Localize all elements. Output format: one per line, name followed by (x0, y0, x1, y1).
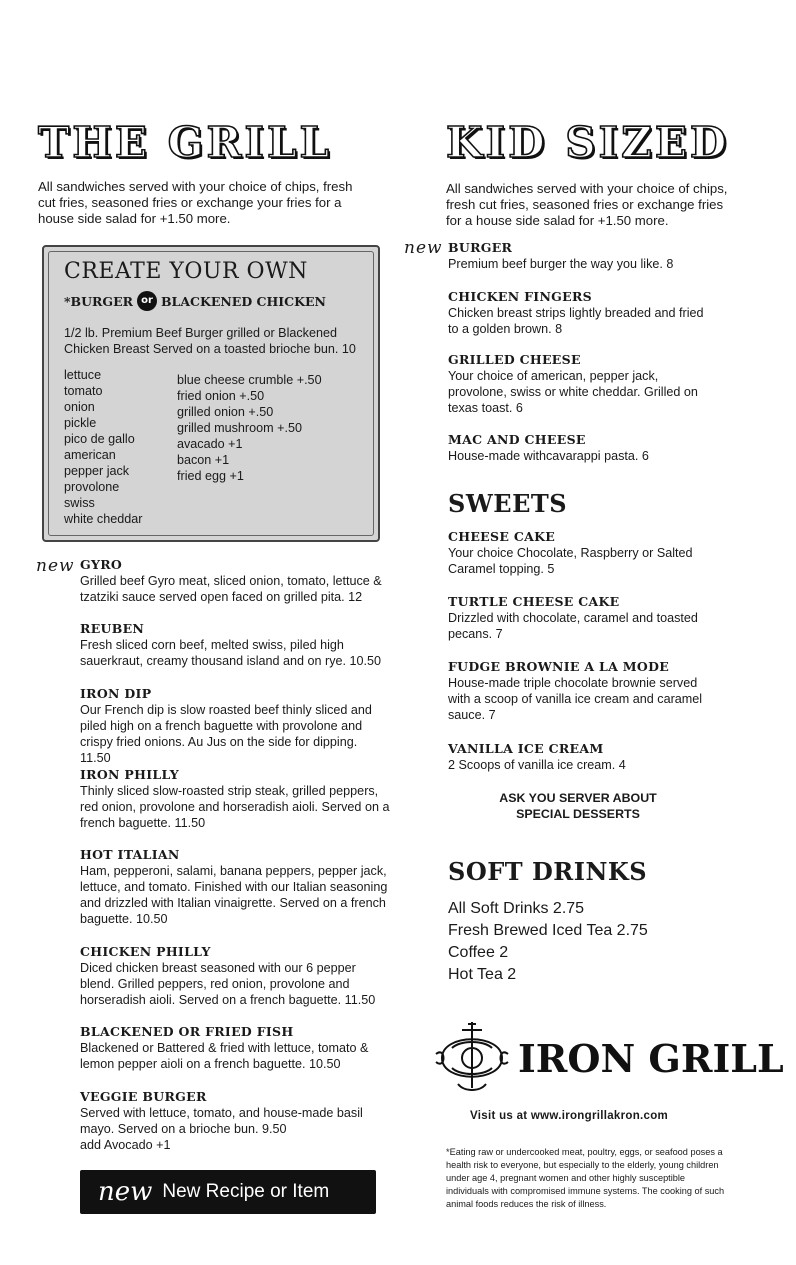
ornament-icon (432, 1018, 784, 1094)
item-description: Drizzled with chocolate, caramel and toasted pecans. 7 (448, 611, 698, 641)
sweet-item-turtle-cheese-cake (448, 594, 723, 642)
menu-item-reuben (80, 621, 390, 669)
extra-topping: bacon +1 (177, 453, 230, 467)
item-description: Fresh sliced corn beef, melted swiss, piled high sauerkraut, creamy thousand island and on rye. 10.50 (80, 638, 382, 668)
new-tag: new (404, 238, 443, 258)
item-description: Premium beef burger the way you like. 8 (448, 257, 674, 271)
kids-title: KID SIZED (446, 118, 730, 167)
item-name: CHICKEN FINGERS (448, 289, 592, 304)
free-toppings-list (64, 367, 142, 527)
menu-item-fish (80, 1024, 390, 1072)
cyo-title: CREATE YOUR OWN (64, 259, 308, 284)
drink-item: Hot Tea 2 (448, 966, 517, 983)
extra-toppings-list (177, 372, 322, 484)
item-name: BLACKENED OR FRIED FISH (80, 1024, 294, 1039)
drink-item: Coffee 2 (448, 944, 509, 961)
create-your-own-box (42, 245, 380, 542)
kids-header (446, 118, 796, 229)
topping: lettuce (64, 368, 102, 382)
cyo-sub-burger: *BURGER (64, 293, 133, 309)
item-name: REUBEN (80, 621, 145, 636)
item-name: GYRO (80, 557, 123, 572)
topping: provolone (64, 480, 120, 494)
sweet-item-cheese-cake (448, 529, 723, 577)
item-description: Thinly sliced slow-roasted strip steak, grilled peppers, red onion, provolone and horseradish aioli. Served on a french baguette. 11.50 (80, 784, 390, 830)
special-desserts-note (448, 790, 708, 822)
item-description: Served with lettuce, tomato, and house-made basil mayo. Served on a brioche bun. 9.50 (80, 1106, 363, 1136)
extra-topping: grilled mushroom +.50 (177, 421, 302, 435)
menu-item-chicken-philly (80, 944, 390, 1008)
kids-item-burger (448, 240, 728, 272)
menu-item-veggie-burger (80, 1089, 390, 1153)
extra-topping: grilled onion +.50 (177, 405, 274, 419)
or-badge: or (137, 291, 157, 311)
extra-topping: fried onion +.50 (177, 389, 265, 403)
topping: swiss (64, 496, 95, 510)
topping: pepper jack (64, 464, 130, 478)
legend-text: New Recipe or Item (162, 1181, 330, 1202)
kids-item-mac-and-cheese (448, 432, 713, 464)
sweet-item-ice-cream (448, 741, 713, 773)
health-disclaimer: *Eating raw or undercooked meat, poultry, eggs, or seafood poses a health risk to everyone, but especially to the elderly, young children under age 4, pregnant women and other highly susceptible individuals with compromised immune systems. The cooking of such animal foods reduces the risk of illness. (446, 1147, 725, 1209)
special-line-2: SPECIAL DESSERTS (516, 807, 640, 821)
item-name: HOT ITALIAN (80, 847, 180, 862)
kids-intro: All sandwiches served with your choice of chips, fresh cut fries, seasoned fries or exchange fries for a house side salad for +1.50 more. (446, 181, 728, 228)
item-description: Your choice of american, pepper jack, provolone, swiss or white cheddar. Grilled on texas toast. 6 (448, 369, 698, 415)
extra-topping: fried egg +1 (177, 469, 244, 483)
drink-item: All Soft Drinks 2.75 (448, 900, 585, 917)
item-description: Our French dip is slow roasted beef thinly sliced and piled high on a french baguette with provolone and crispy fried onions. Au Jus on the side for dipping. 11.50 (80, 703, 372, 765)
logo-text: IRON GRILL (518, 1036, 784, 1081)
item-name: MAC AND CHEESE (448, 432, 586, 447)
cyo-description: 1/2 lb. Premium Beef Burger grilled or Blackened Chicken Breast Served on a toasted brioche bun. 10 (64, 326, 356, 356)
item-name: VANILLA ICE CREAM (448, 741, 604, 756)
menu-item-gyro (80, 557, 390, 605)
item-name: IRON DIP (80, 686, 152, 701)
item-description: House-made withcavarappi pasta. 6 (448, 449, 649, 463)
menu-item-iron-dip (80, 686, 390, 766)
menu-item-iron-philly (80, 767, 390, 831)
item-name: VEGGIE BURGER (80, 1089, 207, 1104)
item-description: Ham, pepperoni, salami, banana peppers, pepper jack, lettuce, and tomato. Finished with our Italian seasoning and drizzled with Italian vinaigrette. Served on a french baguette. 10.50 (80, 864, 388, 926)
item-description: House-made triple chocolate brownie served with a scoop of vanilla ice cream and caramel sauce. 7 (448, 676, 703, 722)
item-addon: add Avocado +1 (80, 1138, 171, 1152)
soft-drinks-title: SOFT DRINKS (448, 857, 648, 886)
topping: pickle (64, 416, 97, 430)
menu-item-hot-italian (80, 847, 390, 927)
item-description: Blackened or Battered & fried with lettuce, tomato & lemon pepper aioli on a french baguette. 10.50 (80, 1041, 369, 1071)
kids-item-chicken-fingers (448, 289, 713, 337)
grill-intro: All sandwiches served with your choice of chips, fresh cut fries, seasoned fries or exchange your fries for a house side salad for +1.50 more. (38, 179, 353, 226)
item-description: Grilled beef Gyro meat, sliced onion, tomato, lettuce & tzatziki sauce served open faced on grilled pita. 12 (80, 574, 382, 604)
topping: white cheddar (64, 512, 143, 526)
cyo-subtitle (64, 291, 326, 311)
grill-header (38, 118, 398, 227)
legend-new-script: new (98, 1177, 153, 1207)
special-line-1: ASK YOU SERVER ABOUT (499, 791, 657, 805)
new-recipe-legend (80, 1170, 376, 1214)
extra-topping: avacado +1 (177, 437, 243, 451)
drinks-list (448, 898, 648, 986)
new-tag: new (36, 556, 75, 576)
item-name: TURTLE CHEESE CAKE (448, 594, 620, 609)
sweets-title: SWEETS (448, 489, 568, 518)
drink-item: Fresh Brewed Iced Tea 2.75 (448, 922, 648, 939)
item-name: GRILLED CHEESE (448, 352, 581, 367)
website-text: Visit us at www.irongrillakron.com (470, 1110, 669, 1122)
iron-grill-logo (432, 1018, 784, 1094)
item-name: FUDGE BROWNIE A LA MODE (448, 659, 670, 674)
topping: onion (64, 400, 95, 414)
extra-topping: blue cheese crumble +.50 (177, 373, 322, 387)
topping: american (64, 448, 116, 462)
topping: pico de gallo (64, 432, 135, 446)
kids-item-grilled-cheese (448, 352, 713, 416)
sweet-item-brownie (448, 659, 713, 723)
cyo-sub-chicken: BLACKENED CHICKEN (160, 293, 326, 309)
item-description: 2 Scoops of vanilla ice cream. 4 (448, 758, 626, 772)
item-description: Diced chicken breast seasoned with our 6 pepper blend. Grilled peppers, red onion, provolone and horseradish aioli. Served on a french baguette. 11.50 (80, 961, 376, 1007)
item-name: CHICKEN PHILLY (80, 944, 211, 959)
topping: tomato (64, 384, 103, 398)
grill-title: THE GRILL (38, 118, 333, 167)
item-description: Your choice Chocolate, Raspberry or Salted Caramel topping. 5 (448, 546, 693, 576)
item-name: BURGER (448, 240, 513, 255)
item-description: Chicken breast strips lightly breaded and fried to a golden brown. 8 (448, 306, 704, 336)
item-name: IRON PHILLY (80, 767, 179, 782)
item-name: CHEESE CAKE (448, 529, 556, 544)
